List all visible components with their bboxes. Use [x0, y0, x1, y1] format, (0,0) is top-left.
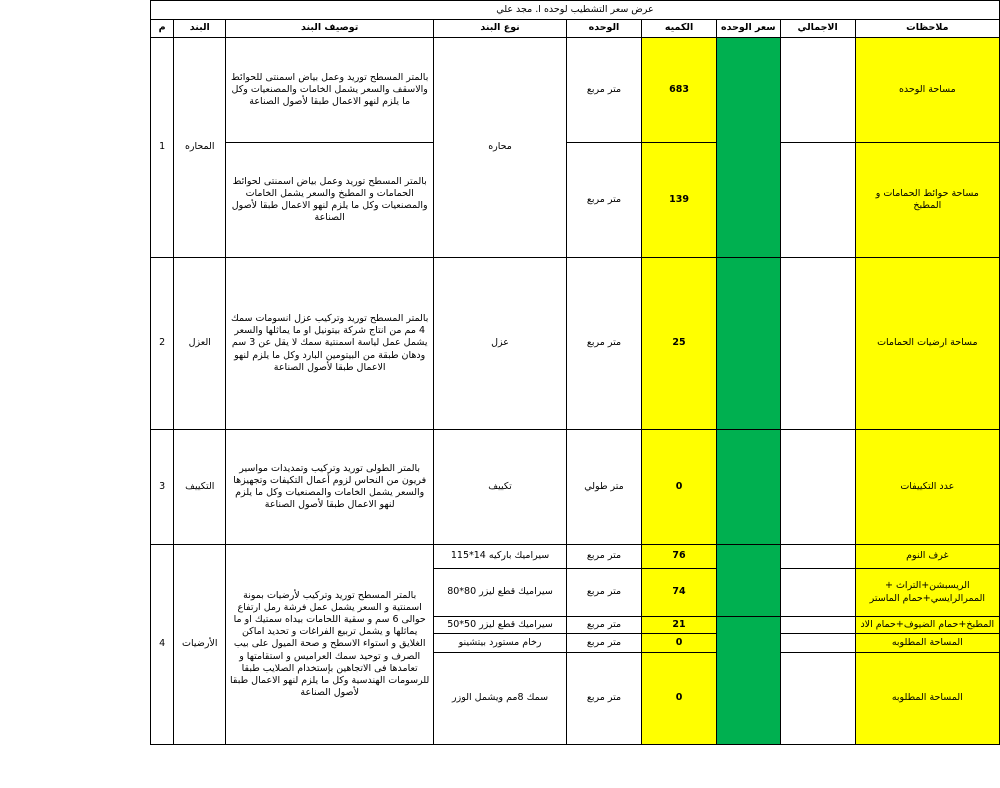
cell-notes: المساحة المطلوبه	[855, 634, 999, 653]
table-header-row	[151, 20, 1000, 38]
cell-qty: 21	[642, 617, 717, 634]
cell-unit: متر مربع	[566, 569, 641, 617]
cell-item: العزل	[174, 258, 226, 430]
cell-unit-price	[717, 430, 781, 545]
column-header-item: البند	[174, 20, 226, 38]
cell-total	[780, 653, 855, 745]
table-row	[151, 258, 1000, 430]
cell-notes: المساحة المطلوبه	[855, 653, 999, 745]
cell-total	[780, 258, 855, 430]
document-title: عرض سعر التشطيب لوحده ا. مجد علي	[151, 1, 1000, 20]
cell-item-type: سيراميك قطع ليزر 80*80	[434, 569, 567, 617]
cell-item-type: سيراميك باركيه 14*115	[434, 545, 567, 569]
quotation-sheet	[150, 0, 1000, 745]
cell-item: التكييف	[174, 430, 226, 545]
cell-total	[780, 545, 855, 569]
cell-unit: متر مربع	[566, 617, 641, 634]
cell-unit: متر مربع	[566, 38, 641, 143]
cell-notes: مساحة ارضيات الحمامات	[855, 258, 999, 430]
cell-notes-line-1: الريسبشن+التراث +	[885, 580, 970, 592]
cell-total	[780, 617, 855, 634]
cell-notes: المطبخ+حمام الضيوف+حمام الاد	[855, 617, 999, 634]
cell-total	[780, 38, 855, 143]
cell-notes-line-1: مساحة حوائط الحمامات و	[875, 187, 979, 199]
cell-item-type: محاره	[434, 38, 567, 258]
cell-item-type: سمك 8مم ويشمل الوزر	[434, 653, 567, 745]
cell-qty: 139	[642, 143, 717, 258]
column-header-description: توصيف البند	[226, 20, 434, 38]
cell-qty: 0	[642, 653, 717, 745]
table-row	[151, 38, 1000, 143]
table-row	[151, 143, 1000, 258]
cell-qty: 0	[642, 634, 717, 653]
column-header-notes: ملاحظات	[855, 20, 999, 38]
cell-total	[780, 143, 855, 258]
cell-unit: متر طولي	[566, 430, 641, 545]
cell-item-type: تكييف	[434, 430, 567, 545]
cell-description: بالمتر الطولى توريد وتركيب وتمديدات مواسير فريون من النحاس لزوم أعمال التكيفات وتجهيزها والسعر يشمل الخامات والمصنعيات وكل ما يلزم لنهو الاعمال طبقا لأصول الصناعة	[226, 430, 434, 545]
cell-total	[780, 569, 855, 617]
cell-item: الأرضيات	[174, 545, 226, 745]
cell-total	[780, 634, 855, 653]
cell-qty: 25	[642, 258, 717, 430]
table-row	[151, 430, 1000, 545]
table-row	[151, 545, 1000, 569]
cell-no: 4	[151, 545, 174, 745]
cell-unit-price	[717, 545, 781, 617]
cell-item-type: رخام مستورد بيتشينو	[434, 634, 567, 653]
cell-unit-price	[717, 38, 781, 258]
column-header-total: الاجمالي	[780, 20, 855, 38]
cell-no: 1	[151, 38, 174, 258]
cell-notes-line-2: الممرالرايسي+حمام الماستر	[869, 592, 985, 604]
cell-qty: 76	[642, 545, 717, 569]
cell-unit: متر مربع	[566, 634, 641, 653]
cell-unit: متر مربع	[566, 143, 641, 258]
cell-description: بالمتر المسطح توريد وتركيب لأرضيات بمونة اسمنتية و السعر يشمل عمل فرشة رمل ارتفاع حوالى 6 سم و سقية اللحامات بيداه سمتيك او ما يماثلها و يشمل تربيع الفراغات و تحديد اماكن الغلايق و استواء الاسطح و صحة الميول على بيب الصرف و توحيد سمك العراميس و استقامتها و تعامدها فى الاتجاهين بإستخدام الصلايب طبقا للرسومات الهندسية وكل ما يلزم لنهو الاعمال طبقا لأصول الصناعة	[226, 545, 434, 745]
quotation-table	[150, 0, 1000, 745]
cell-description: بالمتر المسطح توريد وعمل بياض اسمنتى لحوائط الحمامات و المطبخ والسعر يشمل الخامات والمصنعيات وكل ما يلزم لنهو الاعمال طبقا لأصول الصناعة	[226, 143, 434, 258]
cell-item: المحاره	[174, 38, 226, 258]
column-header-item-type: نوع البند	[434, 20, 567, 38]
cell-notes: عدد التكييفات	[855, 430, 999, 545]
cell-item-type: سيراميك قطع ليزر 50*50	[434, 617, 567, 634]
cell-notes: غرف النوم	[855, 545, 999, 569]
cell-qty: 683	[642, 38, 717, 143]
cell-description: بالمتر المسطح توريد وتركيب عزل انسومات سمك 4 مم من انتاج شركة بيتونيل او ما يماثلها والسعر يشمل عمل لياسة اسمنتية سمك لا يقل عن 3 سم ودهان طبقة من البيتومين البارد وكل ما يلزم لنهو الاعمال طبقا لأصول الصناعة	[226, 258, 434, 430]
cell-notes-line-2: المطبخ	[913, 200, 942, 211]
cell-description: بالمتر المسطح توريد وعمل بياض اسمنتى للحوائط والاسقف والسعر يشمل الخامات والمصنعيات وكل ما يلزم لنهو الاعمال طبقا لأصول الصناعة	[226, 38, 434, 143]
cell-notes	[855, 569, 999, 617]
column-header-qty: الكميه	[642, 20, 717, 38]
cell-unit-price	[717, 617, 781, 745]
cell-unit: متر مربع	[566, 545, 641, 569]
column-header-unit: الوحده	[566, 20, 641, 38]
cell-qty: 0	[642, 430, 717, 545]
column-header-no: م	[151, 20, 174, 38]
cell-item-type: عزل	[434, 258, 567, 430]
cell-notes	[855, 143, 999, 258]
cell-notes: مساحة الوحده	[855, 38, 999, 143]
cell-unit-price	[717, 258, 781, 430]
cell-unit: متر مربع	[566, 653, 641, 745]
table-title-row	[151, 1, 1000, 20]
cell-unit: متر مربع	[566, 258, 641, 430]
column-header-unit-price: سعر الوحده	[717, 20, 781, 38]
cell-total	[780, 430, 855, 545]
cell-no: 2	[151, 258, 174, 430]
cell-qty: 74	[642, 569, 717, 617]
cell-no: 3	[151, 430, 174, 545]
